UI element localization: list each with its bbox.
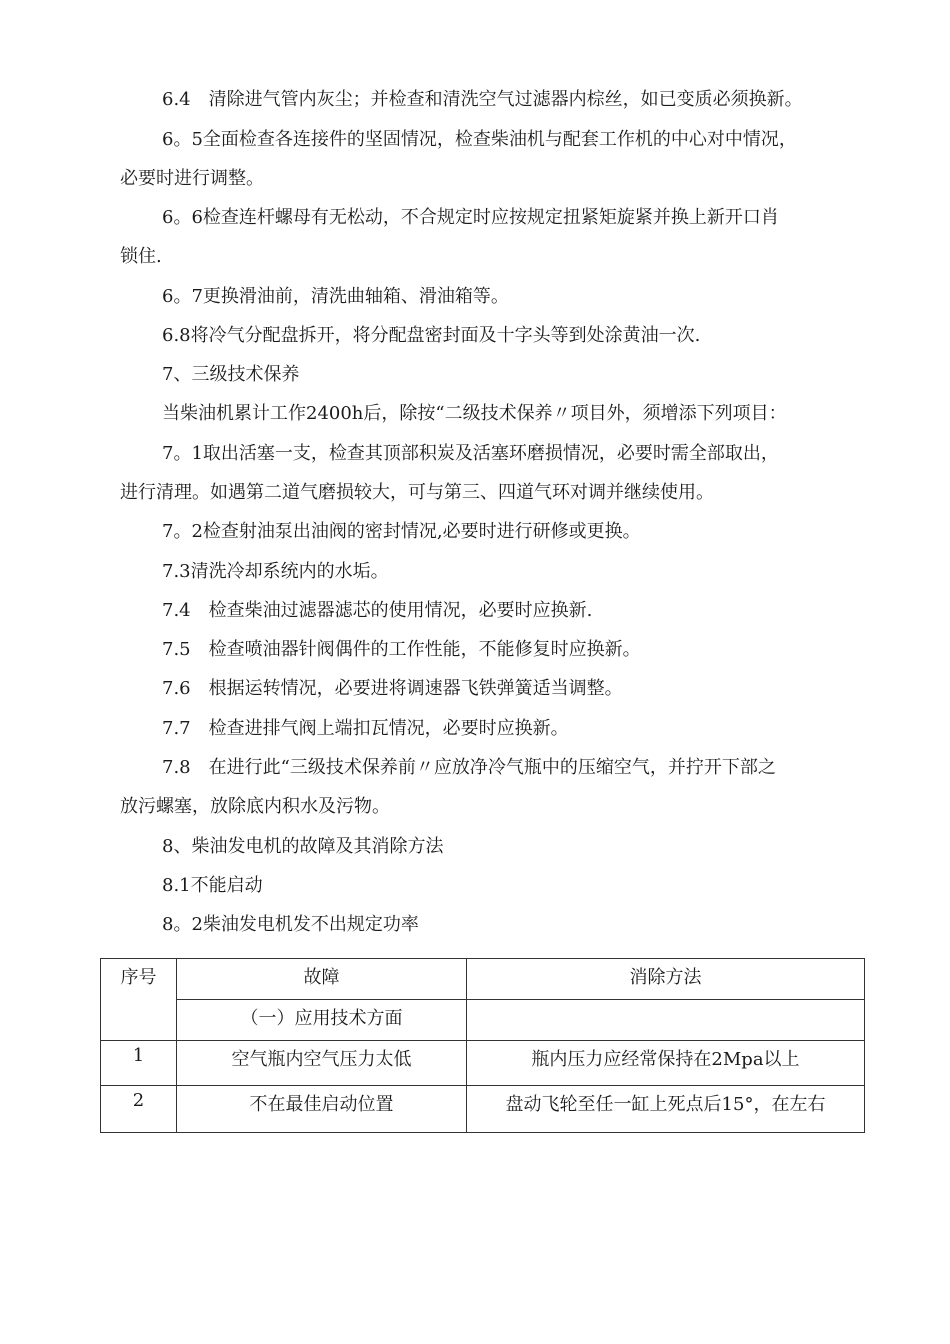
row-seq: 1	[101, 1041, 177, 1086]
paragraph-6-6: 6。6检查连杆螺母有无松动，不合规定时应按规定扭紧矩旋紧并换上新开口肖	[162, 207, 779, 228]
paragraph-6-8: 6.8将冷气分配盘拆开，将分配盘密封面及十字头等到处涂黄油一次.	[162, 325, 701, 346]
paragraph-7-2: 7。2检查射油泵出油阀的密封情况,必要时进行研修或更换。	[162, 521, 641, 542]
row-remedy: 盘动飞轮至任一缸上死点后15°，在左右	[467, 1086, 865, 1133]
row-remedy: 瓶内压力应经常保持在2Mpa以上	[467, 1041, 865, 1086]
heading-7: 7、三级技术保养	[162, 364, 300, 385]
header-seq: 序号	[101, 959, 177, 1041]
row-seq: 2	[101, 1086, 177, 1133]
table-row	[101, 1086, 865, 1133]
header-fault: 故障	[177, 959, 467, 1000]
section-remedy	[467, 1000, 865, 1041]
paragraph-8-1: 8.1不能启动	[162, 875, 263, 896]
paragraph-7-7: 7.7 检查进排气阀上端扣瓦情况，必要时应换新。	[162, 718, 569, 739]
paragraph-7-intro: 当柴油机累计工作2400h后，除按“二级技术保养〃项目外，须增添下列项目：	[162, 403, 787, 424]
paragraph-8-2: 8。2柴油发电机发不出规定功率	[162, 914, 419, 935]
paragraph-7-3: 7.3清洗冷却系统内的水垢。	[162, 561, 389, 582]
table-header-row	[101, 959, 865, 1000]
table-section-row	[101, 1000, 865, 1041]
paragraph-7-8-cont: 放污螺塞，放除底内积水及污物。	[120, 796, 390, 817]
paragraph-7-1-cont: 进行清理。如遇第二道气磨损较大，可与第三、四道气环对调并继续使用。	[120, 482, 714, 503]
row-fault: 不在最佳启动位置	[177, 1086, 467, 1133]
paragraph-6-5-cont: 必要时进行调整。	[120, 168, 264, 189]
paragraph-6-6-cont: 锁住.	[120, 246, 162, 267]
table-row	[101, 1041, 865, 1086]
paragraph-7-6: 7.6 根据运转情况，必要进将调速器飞铁弹簧适当调整。	[162, 678, 623, 699]
fault-table	[100, 958, 865, 1133]
paragraph-6-4: 6.4 清除进气管内灰尘；并检查和清洗空气过滤器内棕丝，如已变质必须换新。	[162, 89, 803, 110]
paragraph-6-5: 6。5全面检查各连接件的坚固情况，检查柴油机与配套工作机的中心对中情况，	[162, 129, 797, 150]
paragraph-6-7: 6。7更换滑油前，清洗曲轴箱、滑油箱等。	[162, 286, 509, 307]
header-remedy: 消除方法	[467, 959, 865, 1000]
paragraph-7-5: 7.5 检查喷油器针阀偶件的工作性能，不能修复时应换新。	[162, 639, 641, 660]
heading-8: 8、柴油发电机的故障及其消除方法	[162, 836, 444, 857]
row-fault: 空气瓶内空气压力太低	[177, 1041, 467, 1086]
paragraph-7-1: 7。1取出活塞一支，检查其顶部积炭及活塞环磨损情况，必要时需全部取出，	[162, 443, 779, 464]
paragraph-7-4: 7.4 检查柴油过滤器滤芯的使用情况，必要时应换新.	[162, 600, 593, 621]
paragraph-7-8: 7.8 在进行此“三级技术保养前〃应放净冷气瓶中的压缩空气，并拧开下部之	[162, 757, 776, 778]
section-label: （一）应用技术方面	[177, 1000, 467, 1041]
